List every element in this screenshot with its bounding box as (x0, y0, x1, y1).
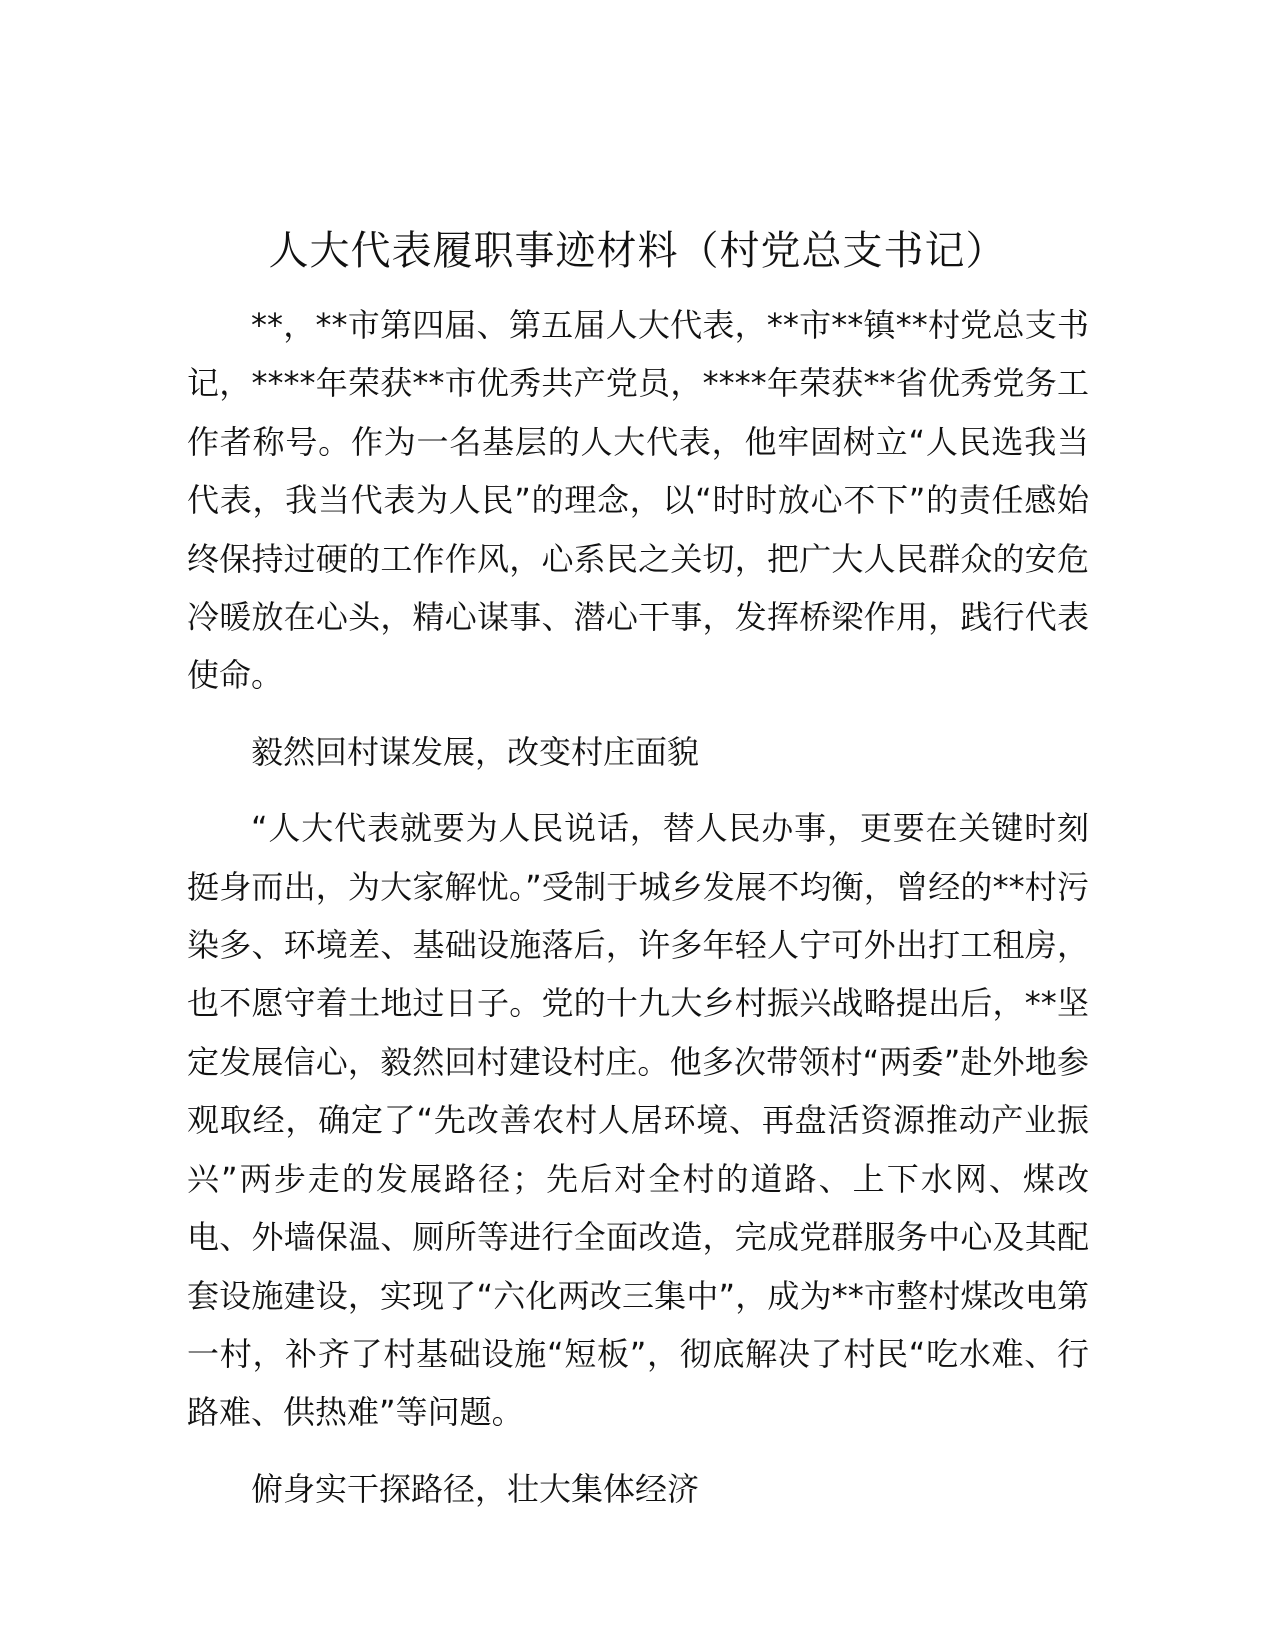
section-heading: 毅然回村谋发展，改变村庄面貌 (251, 732, 700, 771)
body-paragraph: “人大代表就要为人民说话，替人民办事，更要在关键时刻挺身而出，为大家解忧。”受制于城乡发展不均衡，曾经的**村污染多、环境差、基础设施落后，许多年轻人宁可外出打工租房，也不愿守着土地过日子。党的十九大乡村振兴战略提出后，**坚定发展信心，毅然回村建设村庄。他多次带领村“两委”赴外地参观取经，确定了“先改善农村人居环境、再盘活资源推动产业振兴”两步走的发展路径；先后对全村的道路、上下水网、煤改电、外墙保温、厕所等进行全面改造，完成党群服务中心及其配套设施建设，实现了“六化两改三集中”，成为**市整村煤改电第一村，补齐了村基础设施“短板”，彻底解决了村民“吃水难、行路难、供热难”等问题。 (187, 809, 1089, 1432)
section-heading: 俯身实干探路径，壮大集体经济 (251, 1469, 700, 1508)
intro-paragraph: **，**市第四届、第五届人大代表，**市**镇**村党总支书记，****年荣获**市优秀共产党员，****年荣获**省优秀党务工作者称号。作为一名基层的人大代表，他牢固树立“人民选我当代表，我当代表为人民”的理念，以“时时放心不下”的责任感始终保持过硬的工作作风，心系民之关切，把广大人民群众的安危冷暖放在心头，精心谋事、潜心干事，发挥桥梁作用，践行代表使命。 (187, 306, 1089, 695)
document-title: 人大代表履职事迹材料（村党总支书记） (268, 228, 1007, 274)
document-body (187, 296, 1089, 1536)
